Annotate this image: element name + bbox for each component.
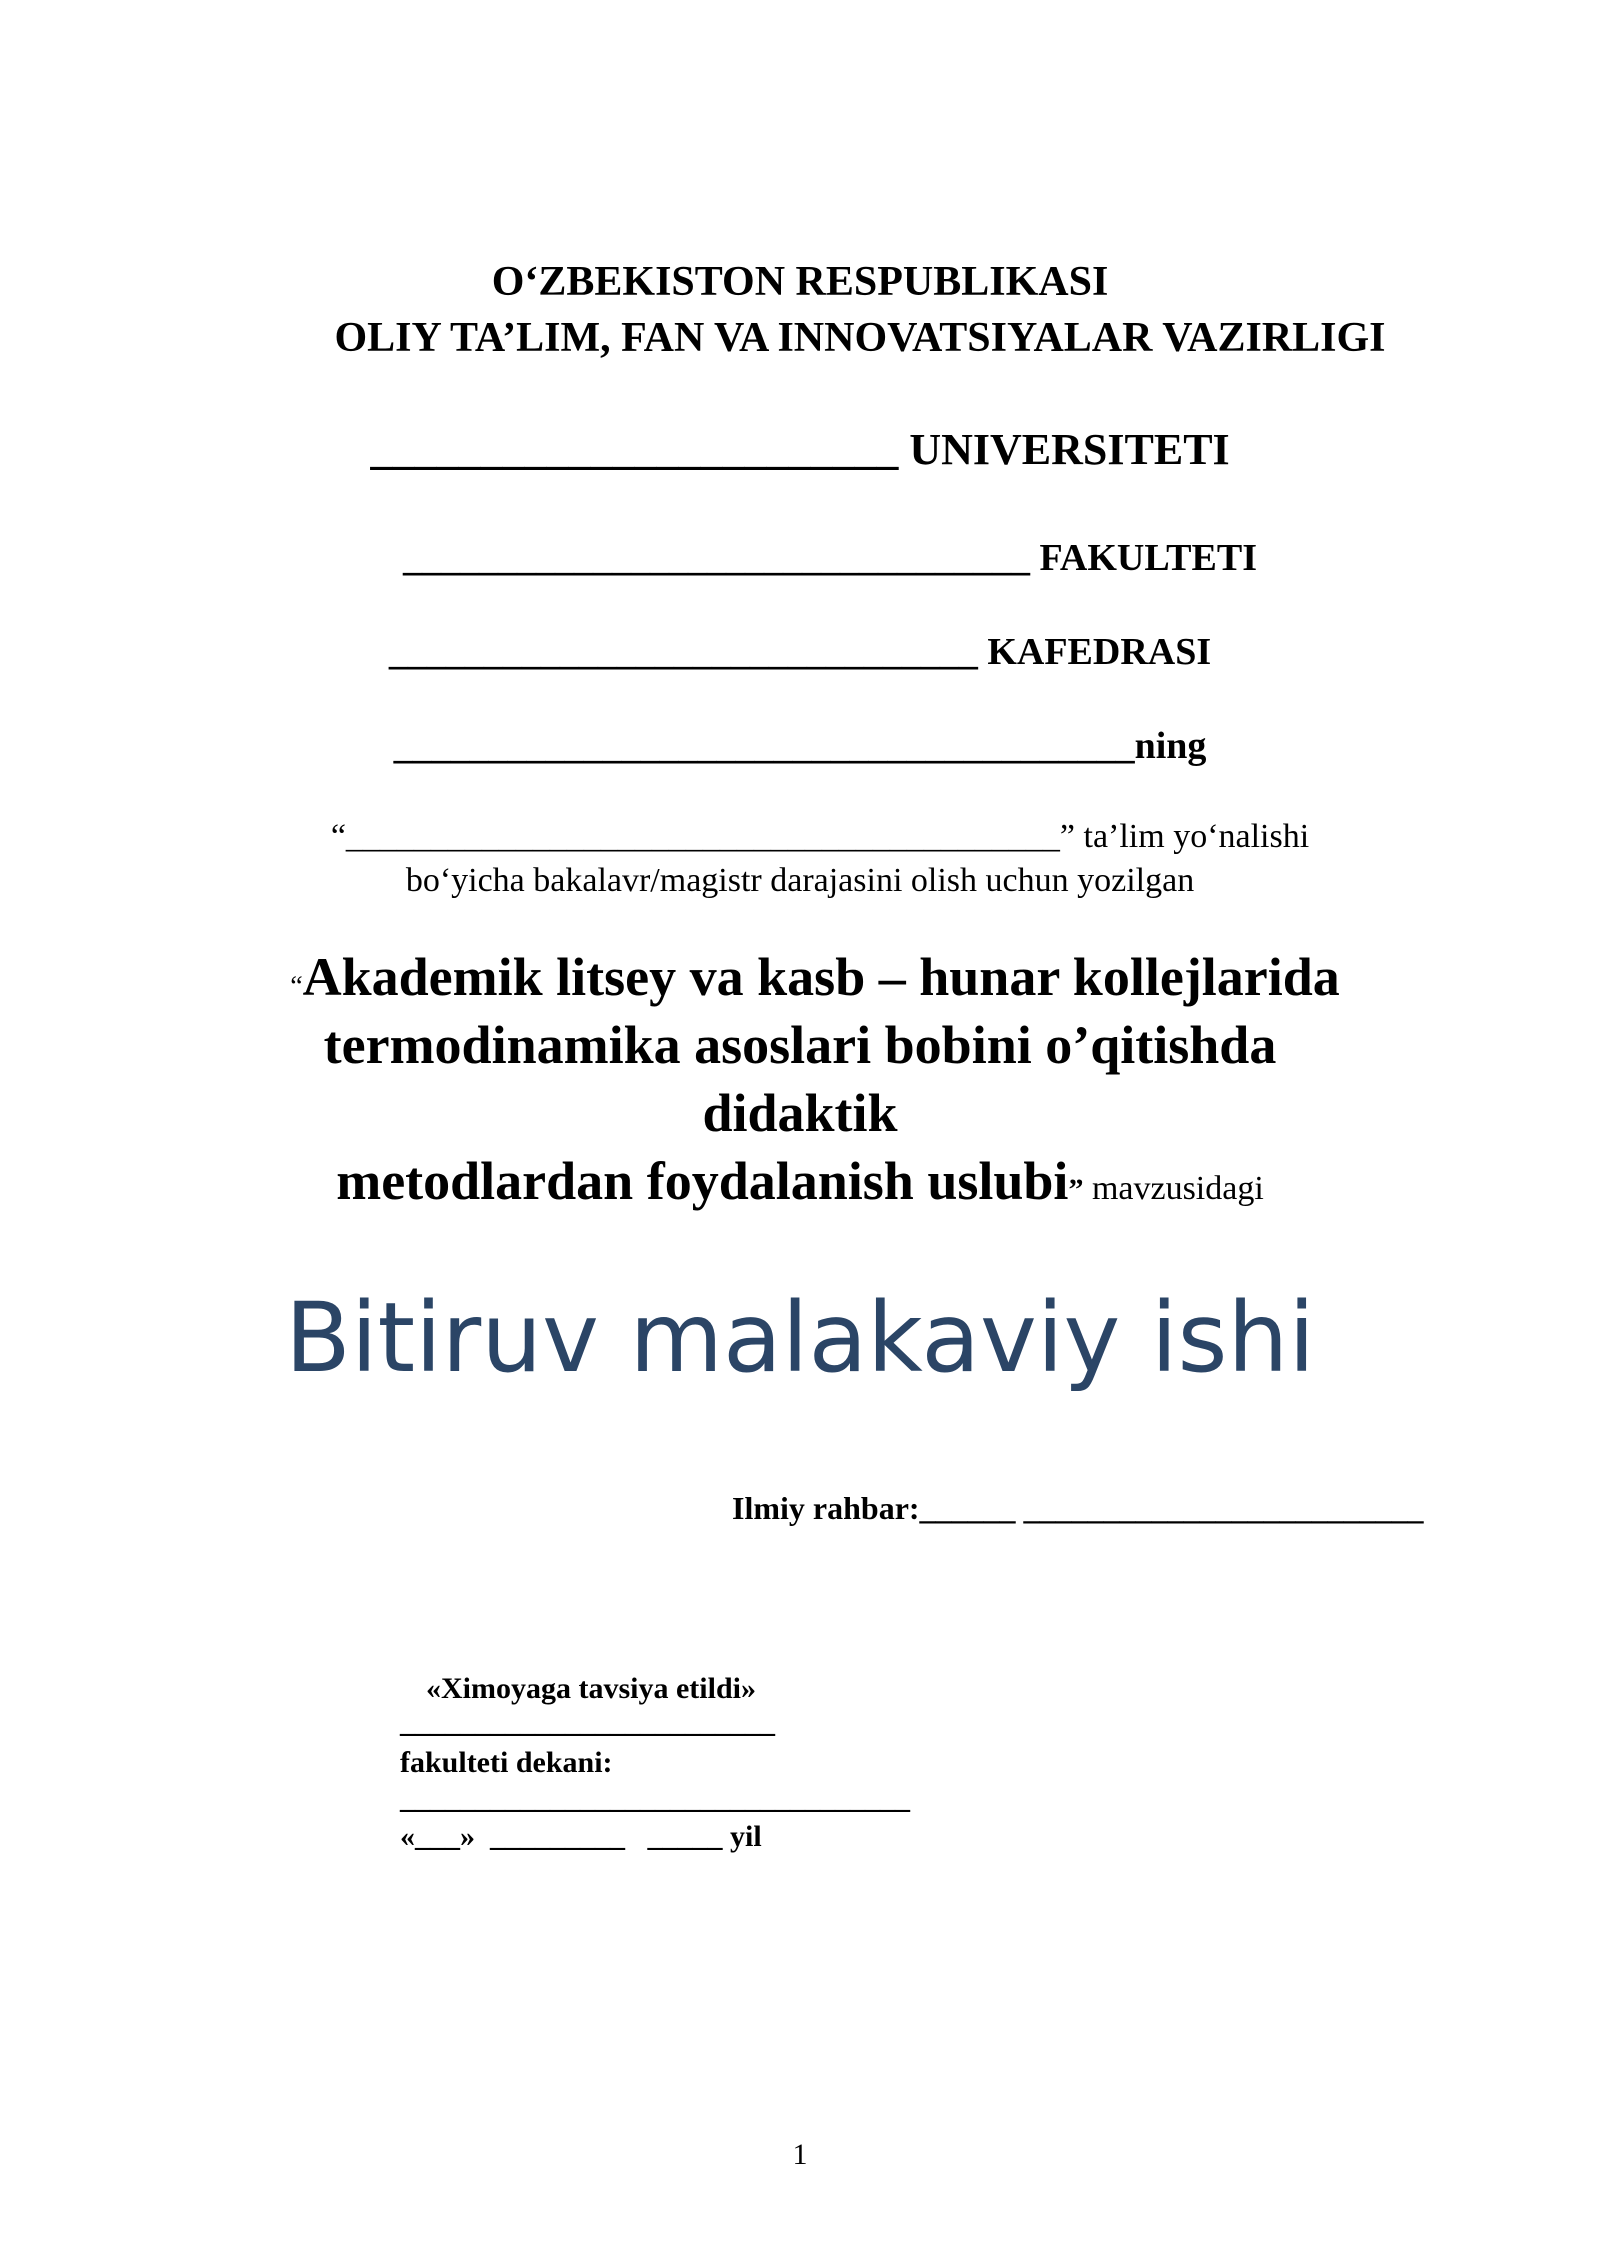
owner-line: _______________________________________ning: [393, 725, 1207, 767]
topic-line-4: [0, 1150, 1600, 1212]
topic-open-quote: “: [290, 971, 303, 1002]
page-number: 1: [792, 2138, 808, 2171]
dean-blank: __________________________________: [400, 1782, 910, 1815]
document-type-title: Bitiruv malakaviy ishi: [284, 1282, 1316, 1394]
date-line: «___» _________ _____ yil: [400, 1820, 762, 1853]
recommended-blank: _________________________: [400, 1706, 775, 1739]
topic-line-2: termodinamika asoslari bobini o’qitishda: [323, 1015, 1277, 1075]
topic-suffix: mavzusidagi: [1083, 1170, 1264, 1207]
supervisor-line: Ilmiy rahbar:______ _________________________: [732, 1490, 1424, 1526]
ministry-line-1: O‘ZBEKISTON RESPUBLIKASI: [491, 259, 1109, 305]
direction-line-2: bo‘yicha bakalavr/magistr darajasini olish uchun yozilgan: [405, 862, 1195, 899]
topic-close-quote: ”: [1068, 1173, 1084, 1206]
topic-line-3: didaktik: [702, 1083, 898, 1143]
department-line: _______________________________ KAFEDRASI: [388, 631, 1212, 673]
dean-label: fakulteti dekani:: [400, 1746, 613, 1779]
university-line: ________________________ UNIVERSITETI: [370, 425, 1230, 474]
ministry-line-2: OLIY TA’LIM, FAN VA INNOVATSIYALAR VAZIRLIGI: [334, 315, 1386, 361]
topic-line-1: [15, 946, 1600, 1008]
recommended-label: «Ximoyaga tavsiya etildi»: [426, 1672, 756, 1705]
faculty-line: _________________________________ FAKULTETI: [402, 537, 1258, 579]
topic-text-1: Akademik litsey va kasb – hunar kollejlarida: [302, 947, 1340, 1007]
direction-line-1: “__________________________________________” ta’lim yo‘nalishi: [330, 818, 1310, 855]
topic-text-4: metodlardan foydalanish uslubi: [336, 1151, 1069, 1211]
